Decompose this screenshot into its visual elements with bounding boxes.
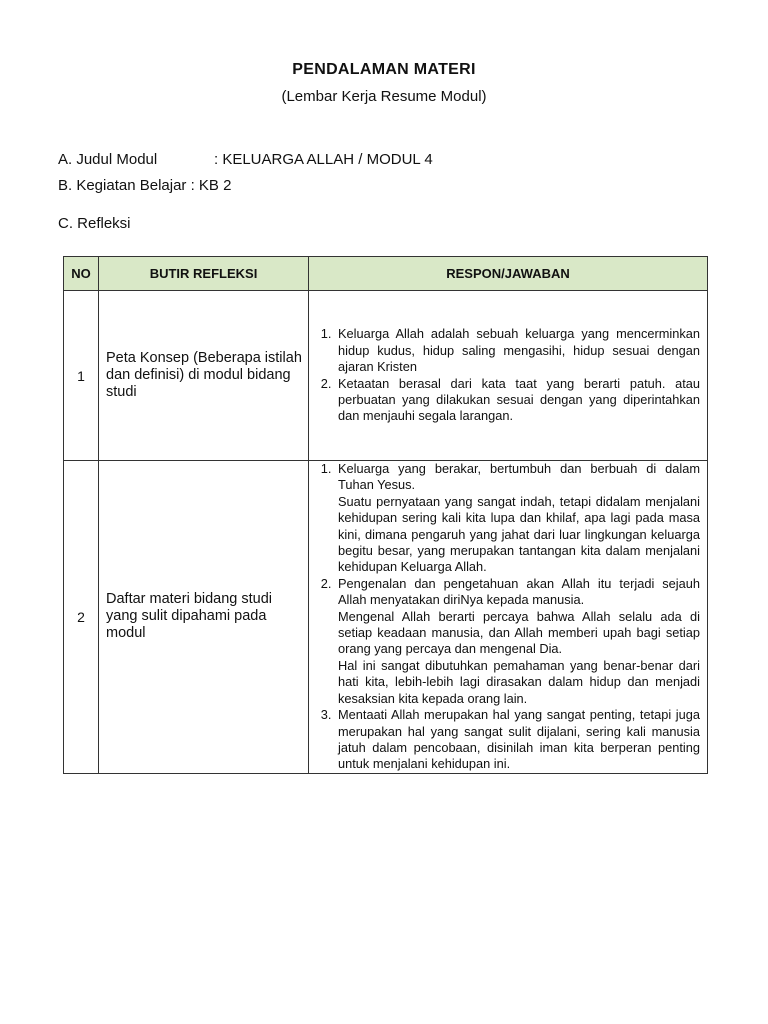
learning-activity-value: : KB 2 [186,177,232,194]
answer-paragraph: Hal ini sangat dibutuhkan pemahaman yang benar-benar dari hati kita, lebih-lebih lagi dirasakan dalam hidup dan menjadi kesaksian kita kepada orang lain. [338,657,700,706]
answer-item [335,376,700,425]
page-subtitle: (Lembar Kerja Resume Modul) [281,88,487,105]
answer-paragraph: 1. Keluarga Allah adalah sebuah keluarga yang mencerminkan hidup kudus, hidup saling mengasihi, hidup sesuai dengan ajaran Kristen [338,326,700,375]
reflection-item: Daftar materi bidang studi yang sulit dipahami pada modul [99,461,309,774]
answer-item [335,707,700,773]
module-title-line [58,151,433,168]
page-title: PENDALAMAN MATERI [292,61,476,78]
reflection-heading: C. Refleksi [58,215,131,232]
table-row [64,461,708,774]
answer-list [313,326,700,424]
header-butir-refleksi: BUTIR REFLEKSI [99,257,309,291]
answer-item [335,576,700,707]
response-cell [309,461,708,774]
module-title-value: : KELUARGA ALLAH / MODUL 4 [214,151,433,168]
reflection-table [63,256,708,774]
answer-item [335,461,700,576]
learning-activity-line [58,177,231,194]
row-number: 2 [64,461,99,774]
row-number: 1 [64,291,99,461]
answer-paragraph: Suatu pernyataan yang sangat indah, tetapi didalam menjalani kehidupan sering kali kita lupa dan khilaf, apa lagi pada masa kini, dimana pengaruh yang jahat dari luar lingkungan keluarga begitu besar, yang merupakan tantangan kita dalam menjalani kehidupan Keluarga Allah. [338,493,700,575]
answer-paragraph: 2. Pengenalan dan pengetahuan akan Allah itu terjadi sejauh Allah menyatakan diriNya kepada manusia. [338,575,700,608]
answer-paragraph: 3. Mentaati Allah merupakan hal yang sangat penting, tetapi juga merupakan hal yang sangat sulit dijalani, sering kali manusia jatuh dalam pencobaan, disinilah iman kita berperan penting untuk menjalani kehidupan ini. [338,707,700,772]
response-cell [309,291,708,461]
answer-list [313,461,700,773]
answer-paragraph: 2. Ketaatan berasal dari kata taat yang berarti patuh. atau perbuatan yang dilakukan sesuai dengan yang diperintahkan dan menjauhi segala larangan. [338,375,700,424]
answer-item [335,326,700,375]
reflection-item: Peta Konsep (Beberapa istilah dan definisi) di modul bidang studi [99,291,309,461]
module-title-label: A. Judul Modul [58,151,158,168]
answer-paragraph: Mengenal Allah berarti percaya bahwa Allah selalu ada di setiap keadaan manusia, dan Allah memberi upah bagi setiap orang yang percaya dan mengenal Dia. [338,608,700,657]
answer-paragraph: 1. Keluarga yang berakar, bertumbuh dan berbuah di dalam Tuhan Yesus. [338,461,700,493]
table-row [64,291,708,461]
header-no: NO [64,257,99,291]
table-header-row [64,257,708,291]
header-respon-jawaban: RESPON/JAWABAN [309,257,708,291]
learning-activity-label: B. Kegiatan Belajar [58,177,187,194]
